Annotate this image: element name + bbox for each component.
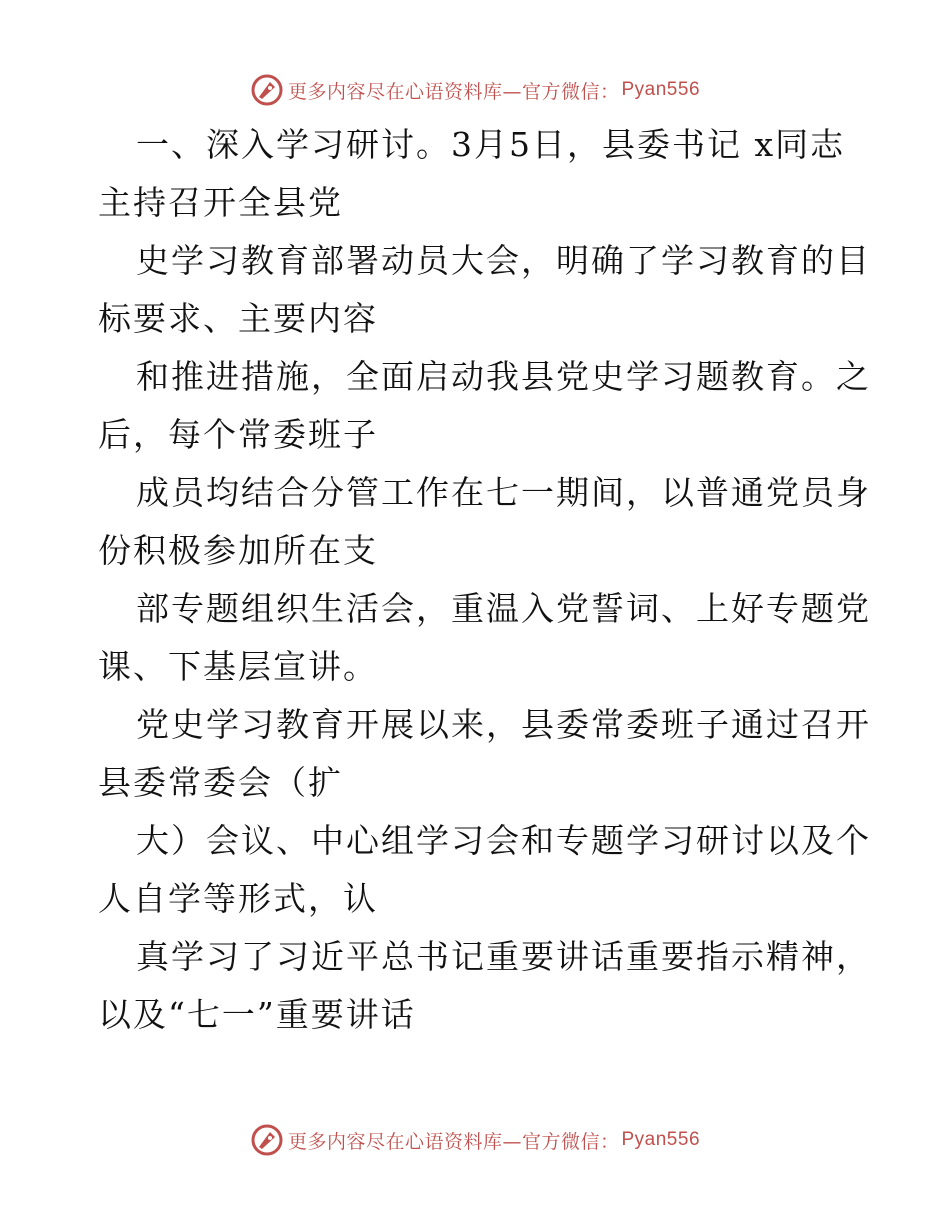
watermark-text: 更多内容尽在心语资料库—官方微信： <box>287 1130 620 1153</box>
paragraph-line: 党史学习教育开展以来，县委常委班子通过召开 <box>136 705 871 744</box>
watermark-text: 更多内容尽在心语资料库—官方微信： <box>287 80 620 103</box>
footer-watermark <box>0 1120 950 1160</box>
paragraph-line: 以及“七一”重要讲话 <box>98 995 416 1034</box>
paragraph-line: 份积极参加所在支 <box>98 531 378 570</box>
paragraph <box>98 232 871 348</box>
paragraph-line: 一、深入学习研讨。3月5日，县委书记 x同志 <box>136 125 846 164</box>
paragraph-line: 县委常委会（扩 <box>98 763 343 802</box>
paragraph-line: 史学习教育部署动员大会，明确了学习教育的目 <box>136 241 871 280</box>
paragraph-line: 真学习了习近平总书记重要讲话重要指示精神， <box>136 937 871 976</box>
paragraph-line: 课、下基层宣讲。 <box>98 647 378 686</box>
watermark-wechat-id: Pyan556 <box>621 79 701 100</box>
paragraph-line: 标要求、主要内容 <box>98 299 378 338</box>
header-watermark <box>0 70 950 110</box>
pen-nib-logo-icon <box>250 1123 284 1157</box>
paragraph <box>98 928 871 1044</box>
paragraph <box>98 348 871 464</box>
paragraph-line: 后，每个常委班子 <box>98 415 378 454</box>
paragraph-line: 和推进措施，全面启动我县党史学习题教育。之 <box>136 357 871 396</box>
paragraph <box>98 464 871 580</box>
paragraph-line: 主持召开全县党 <box>98 183 343 222</box>
paragraph <box>98 696 871 812</box>
paragraph-line: 人自学等形式，认 <box>98 879 378 918</box>
paragraph-line: 部专题组织生活会，重温入党誓词、上好专题党 <box>136 589 871 628</box>
paragraph-line: 大）会议、中心组学习会和专题学习研讨以及个 <box>136 821 871 860</box>
paragraph-line: 成员均结合分管工作在七一期间，以普通党员身 <box>136 473 871 512</box>
paragraph <box>98 580 871 696</box>
pen-nib-logo-icon <box>250 73 284 107</box>
paragraph <box>98 116 858 232</box>
watermark-wechat-id: Pyan556 <box>621 1129 701 1150</box>
paragraph <box>98 812 871 928</box>
document-body <box>98 116 871 1044</box>
